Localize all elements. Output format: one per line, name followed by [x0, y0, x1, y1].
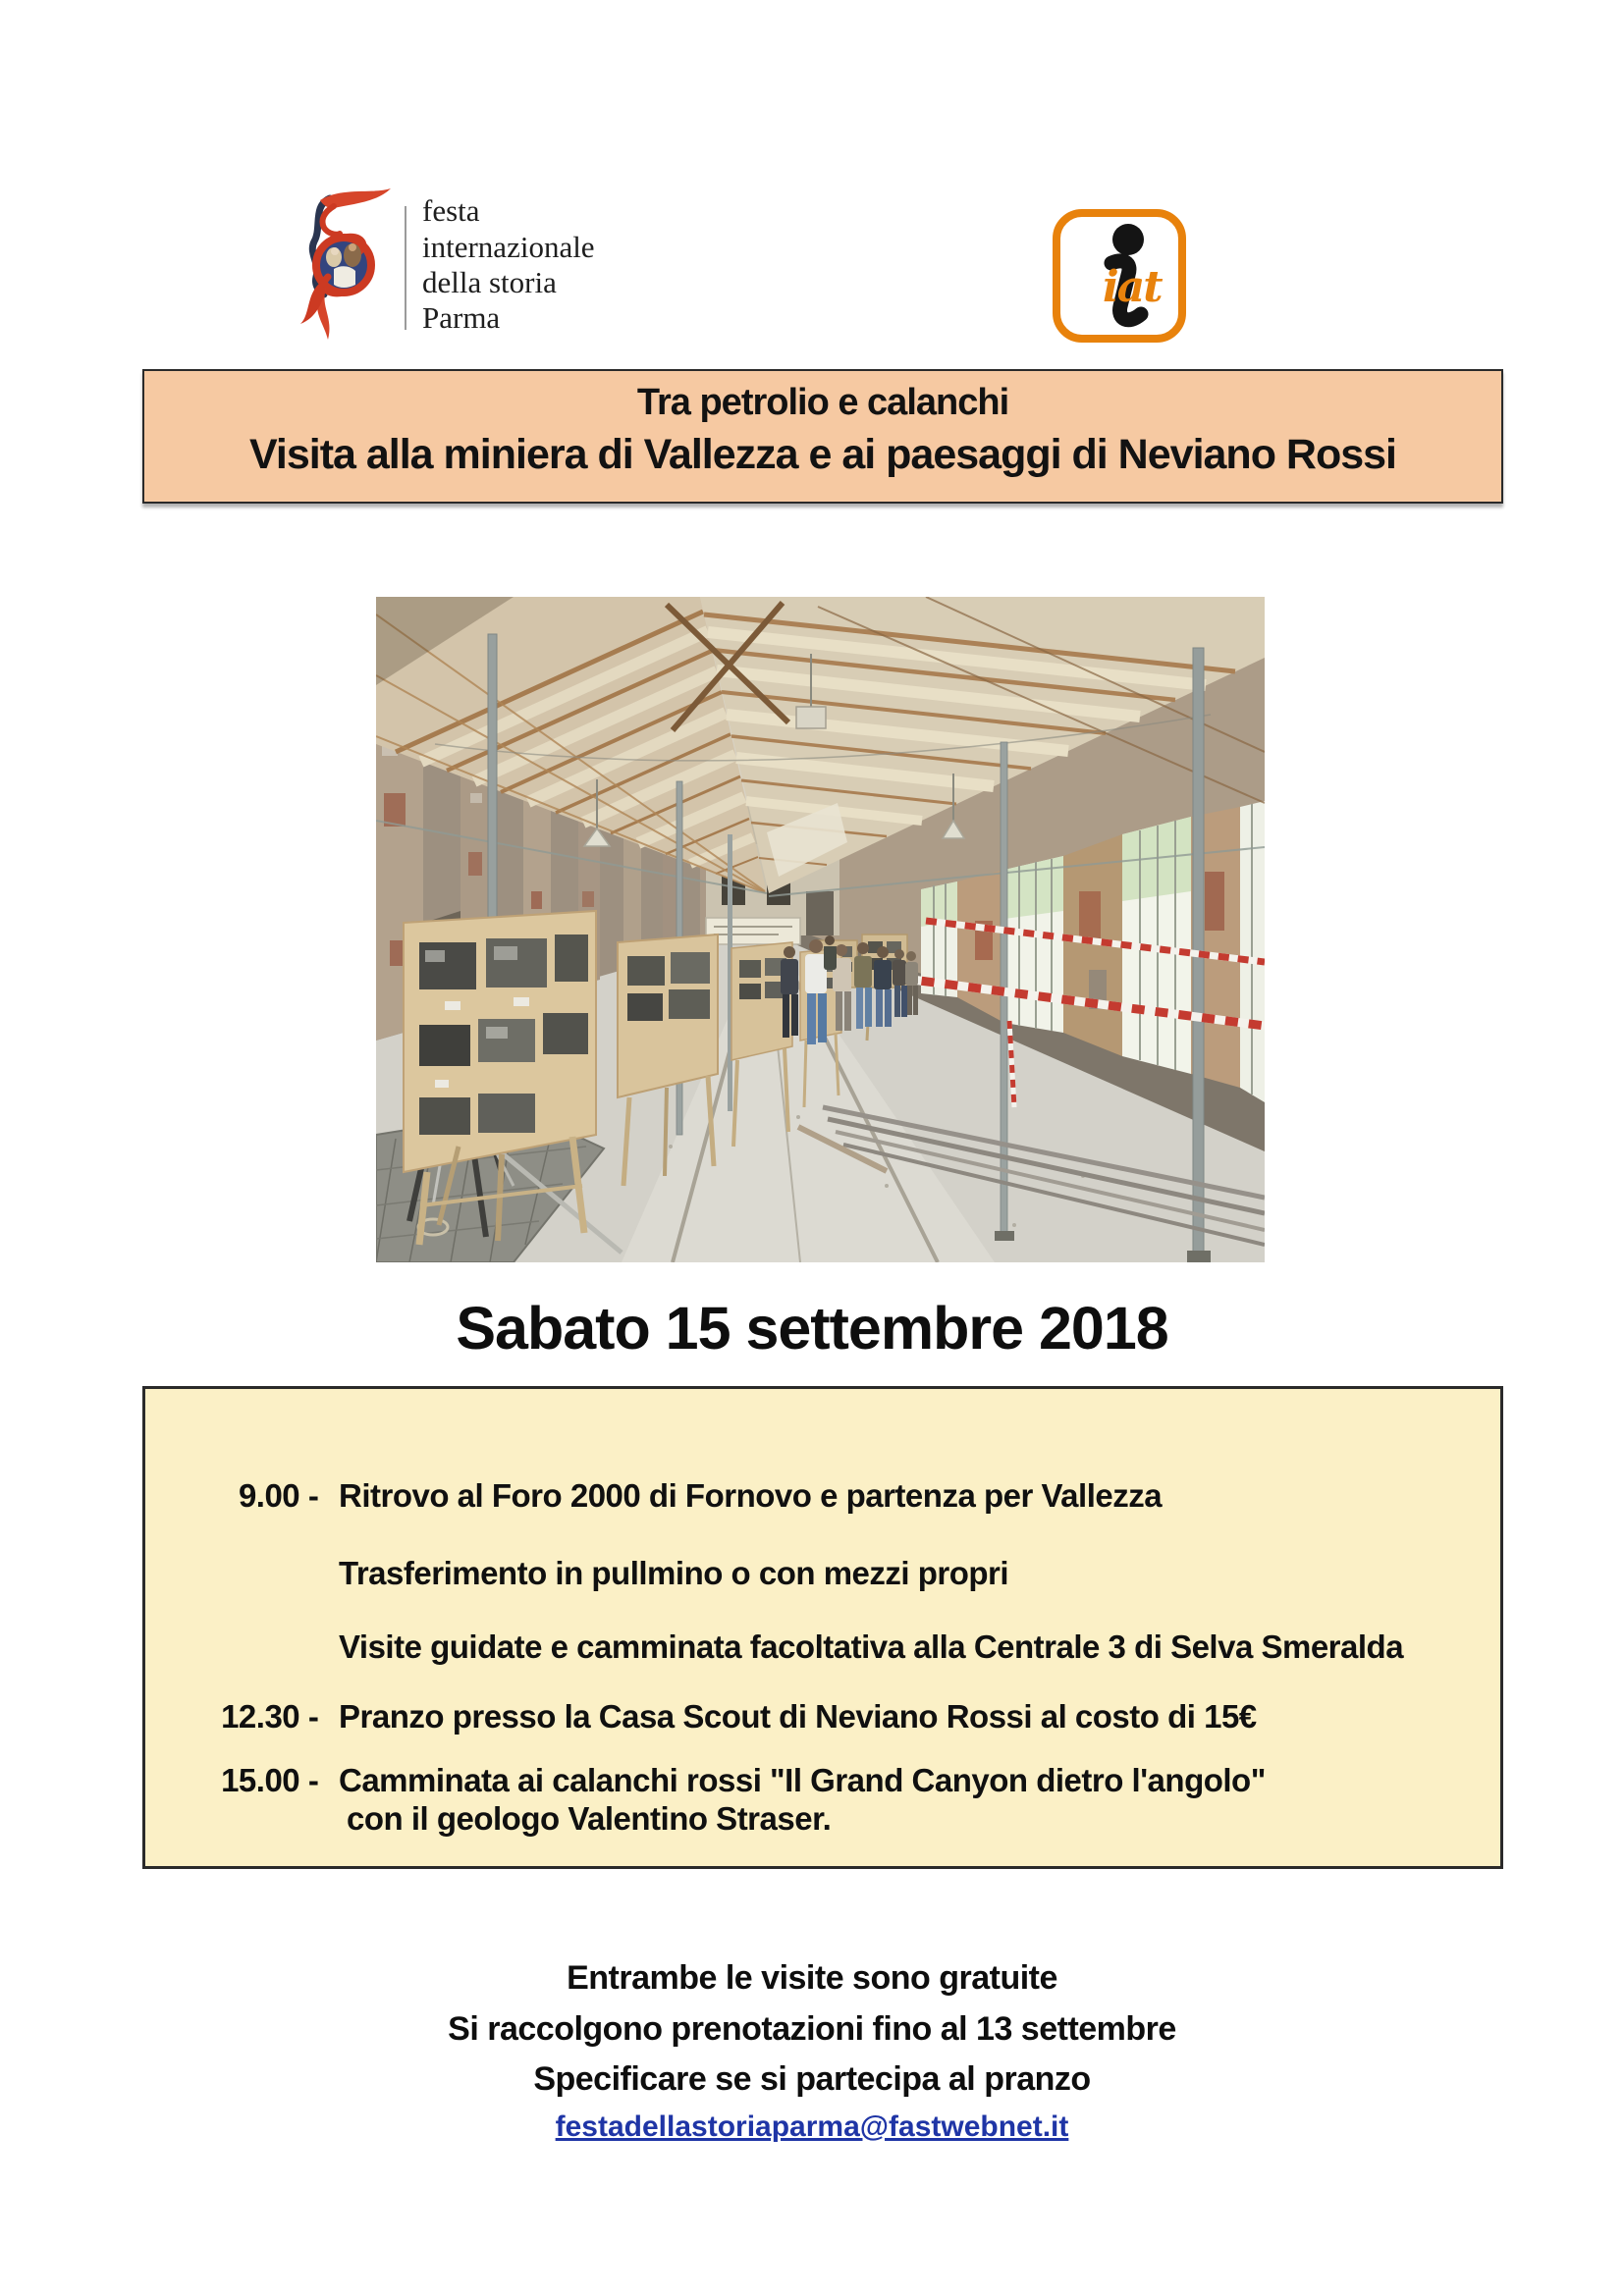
footer-info: [0, 1953, 1624, 2144]
iat-logo-text: iat: [1103, 262, 1162, 312]
contact-email-row: [0, 2110, 1624, 2144]
festa-storia-logo: [291, 185, 595, 346]
schedule-time: [145, 1629, 327, 1667]
event-title: Tra petrolio e calanchi: [636, 382, 1009, 423]
schedule-time: 9.00 -: [238, 1477, 327, 1514]
schedule-row: [145, 1629, 1500, 1667]
schedule-box: [142, 1386, 1503, 1869]
festa-logo-line: Parma: [422, 300, 501, 336]
schedule-text-line2: con il geologo Valentino Straser.: [347, 1799, 832, 1837]
festa-logo-line: internazionale: [422, 229, 595, 264]
festa-logo-line: festa: [422, 193, 480, 229]
schedule-row: [145, 1477, 1500, 1516]
schedule-text-line1: Camminata ai calanchi rossi "Il Grand Canyon dietro l'angolo": [339, 1761, 1266, 1798]
schedule-text: Pranzo presso la Casa Scout di Neviano Rossi al costo di 15€: [339, 1697, 1257, 1735]
mine-warehouse-photo: [376, 597, 1265, 1262]
schedule-row: [145, 1555, 1500, 1593]
logo-divider: [405, 206, 406, 330]
iat-logo: [1053, 209, 1186, 343]
contact-email-link[interactable]: festadellastoriaparma@fastwebnet.it: [555, 2110, 1069, 2144]
event-subtitle: Visita alla miniera di Vallezza e ai paesaggi di Neviano Rossi: [248, 431, 1396, 478]
schedule-text: Trasferimento in pullmino o con mezzi propri: [339, 1554, 1009, 1591]
iat-logo-icon: [1053, 209, 1186, 343]
schedule-text: Ritrovo al Foro 2000 di Fornovo e partenza per Vallezza: [339, 1477, 1163, 1514]
title-banner: [142, 369, 1503, 504]
footer-line-gratuite: Entrambe le visite sono gratuite: [567, 1959, 1057, 1997]
schedule-time: 15.00 -: [221, 1761, 327, 1798]
footer-line-prenotazioni: Si raccolgono prenotazioni fino al 13 settembre: [448, 2009, 1176, 2048]
festa-storia-emblem-icon: [291, 185, 395, 346]
venue-photo: [376, 597, 1265, 1262]
festa-storia-logo-text: [422, 193, 595, 336]
festa-logo-line: della storia: [422, 265, 557, 299]
event-date-heading: Sabato 15 settembre 2018: [456, 1295, 1168, 1362]
footer-line-pranzo: Specificare se si partecipa al pranzo: [533, 2060, 1091, 2099]
schedule-time: [145, 1555, 327, 1593]
schedule-row: [145, 1698, 1500, 1736]
schedule-text: [339, 1762, 1266, 1839]
schedule-text: Visite guidate e camminata facoltativa alla Centrale 3 di Selva Smeralda: [339, 1628, 1404, 1665]
schedule-time: 12.30 -: [221, 1697, 327, 1735]
schedule-row: [145, 1762, 1500, 1839]
